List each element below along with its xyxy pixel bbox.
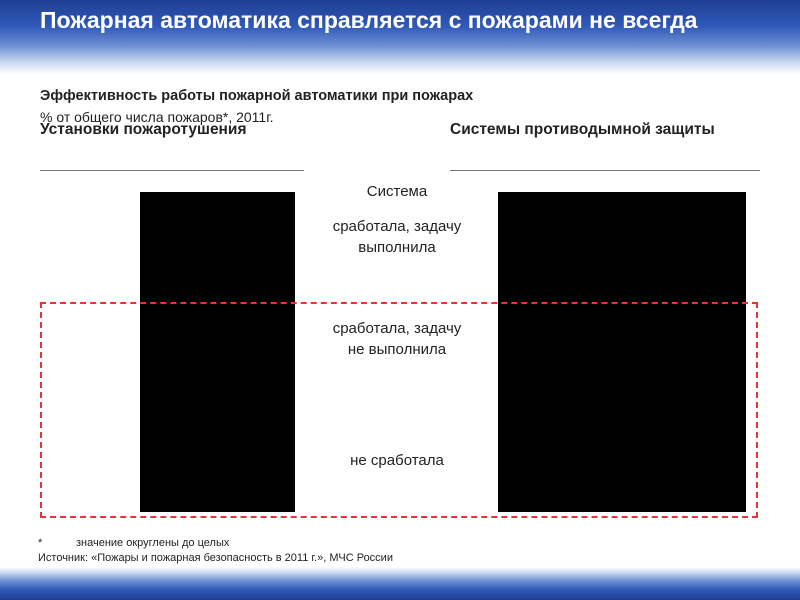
slide-title: Пожарная автоматика справляется с пожарами не всегда [40, 7, 698, 33]
category-underline-smoke-protection [450, 170, 760, 171]
segment-label-worked-failed: сработала, задачу не выполнила [332, 320, 462, 358]
category-label-smoke-protection: Системы противодымной защиты [450, 121, 715, 138]
chart-subtitle: % от общего числа пожаров*, 2011г. [40, 109, 274, 125]
segment-label-worked-succeeded: сработала, задачу выполнила [332, 218, 462, 256]
footnote-marker: * [38, 537, 43, 549]
segment-label-not-worked: не сработала [350, 452, 444, 469]
footnote [38, 536, 229, 551]
category-label-extinguishing: Установки пожаротушения [40, 121, 247, 138]
footnote-text: значение округлены до целых [76, 537, 230, 549]
segment-header-label: Система [366, 183, 428, 200]
source-note: Источник: «Пожары и пожарная безопасность в 2011 г.», МЧС России [38, 552, 393, 564]
highlight-dashed-box [40, 302, 758, 518]
footer-band [0, 567, 800, 600]
chart-title: Эффективность работы пожарной автоматики при пожарах [40, 88, 474, 104]
category-underline-extinguishing [40, 170, 304, 171]
